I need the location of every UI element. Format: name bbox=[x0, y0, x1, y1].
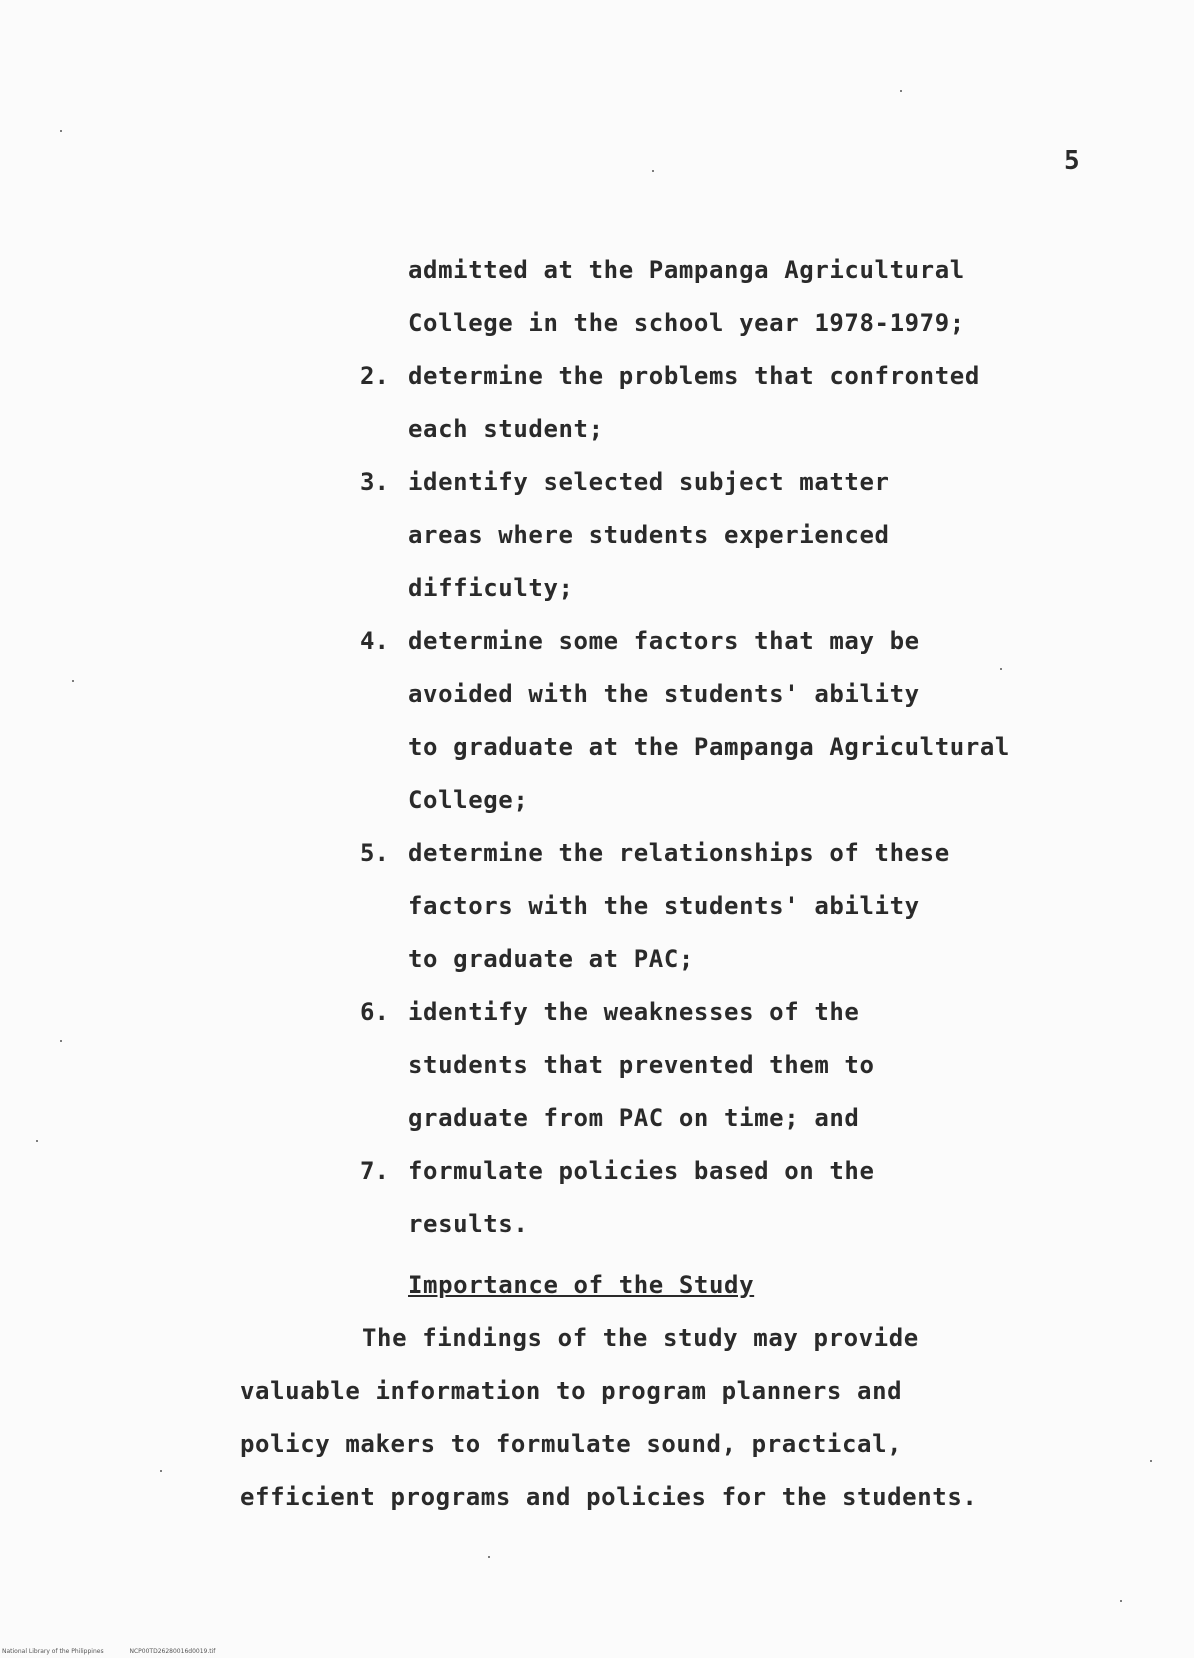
list-item-text: results. bbox=[408, 1210, 529, 1238]
list-item-text: graduate from PAC on time; and bbox=[408, 1104, 860, 1132]
footer-file-id: NCP00TD26280016d0019.tif bbox=[129, 1648, 216, 1655]
list-item-number: 7. bbox=[360, 1157, 389, 1185]
list-item-text: avoided with the students' ability bbox=[408, 680, 920, 708]
list-item-text: areas where students experienced bbox=[408, 521, 890, 549]
list-item-text: students that prevented them to bbox=[408, 1051, 875, 1079]
list-item-text: determine the problems that confronted bbox=[408, 362, 980, 390]
text-line: admitted at the Pampanga Agricultural bbox=[408, 256, 965, 284]
list-item-text: difficulty; bbox=[408, 574, 574, 602]
list-item-text: determine some factors that may be bbox=[408, 627, 920, 655]
scan-speck bbox=[1000, 668, 1002, 670]
list-item-text: determine the relationships of these bbox=[408, 839, 950, 867]
list-item-number: 3. bbox=[360, 468, 389, 496]
scan-speck bbox=[1120, 1600, 1122, 1602]
footer-library: National Library of the Philippines bbox=[2, 1648, 104, 1655]
list-item-text: to graduate at the Pampanga Agricultural bbox=[408, 733, 1010, 761]
list-item-text: factors with the students' ability bbox=[408, 892, 920, 920]
paragraph-line: The findings of the study may provide bbox=[362, 1324, 919, 1352]
list-item-number: 5. bbox=[360, 839, 389, 867]
paragraph-line: valuable information to program planners and bbox=[240, 1377, 903, 1405]
scan-speck bbox=[160, 1470, 162, 1472]
scan-speck bbox=[60, 130, 62, 132]
scan-speck bbox=[36, 1140, 38, 1142]
scan-speck bbox=[900, 90, 902, 92]
text-line: College in the school year 1978-1979; bbox=[408, 309, 965, 337]
scan-speck bbox=[72, 680, 74, 682]
list-item-number: 6. bbox=[360, 998, 389, 1026]
scan-speck bbox=[488, 1556, 490, 1558]
page-number: 5 bbox=[1064, 146, 1080, 176]
paragraph-line: policy makers to formulate sound, practical, bbox=[240, 1430, 903, 1458]
list-item-text: to graduate at PAC; bbox=[408, 945, 694, 973]
list-item-text: formulate policies based on the bbox=[408, 1157, 875, 1185]
list-item-number: 4. bbox=[360, 627, 389, 655]
scan-speck bbox=[1150, 1460, 1152, 1462]
scan-footer bbox=[2, 1648, 239, 1656]
list-item-text: College; bbox=[408, 786, 529, 814]
paragraph-line: efficient programs and policies for the students. bbox=[240, 1483, 978, 1511]
list-item-text: identify selected subject matter bbox=[408, 468, 890, 496]
section-heading: Importance of the Study bbox=[408, 1271, 755, 1299]
scan-speck bbox=[652, 170, 654, 172]
list-item-text: each student; bbox=[408, 415, 604, 443]
scan-speck bbox=[60, 1040, 62, 1042]
list-item-text: identify the weaknesses of the bbox=[408, 998, 860, 1026]
list-item-number: 2. bbox=[360, 362, 389, 390]
